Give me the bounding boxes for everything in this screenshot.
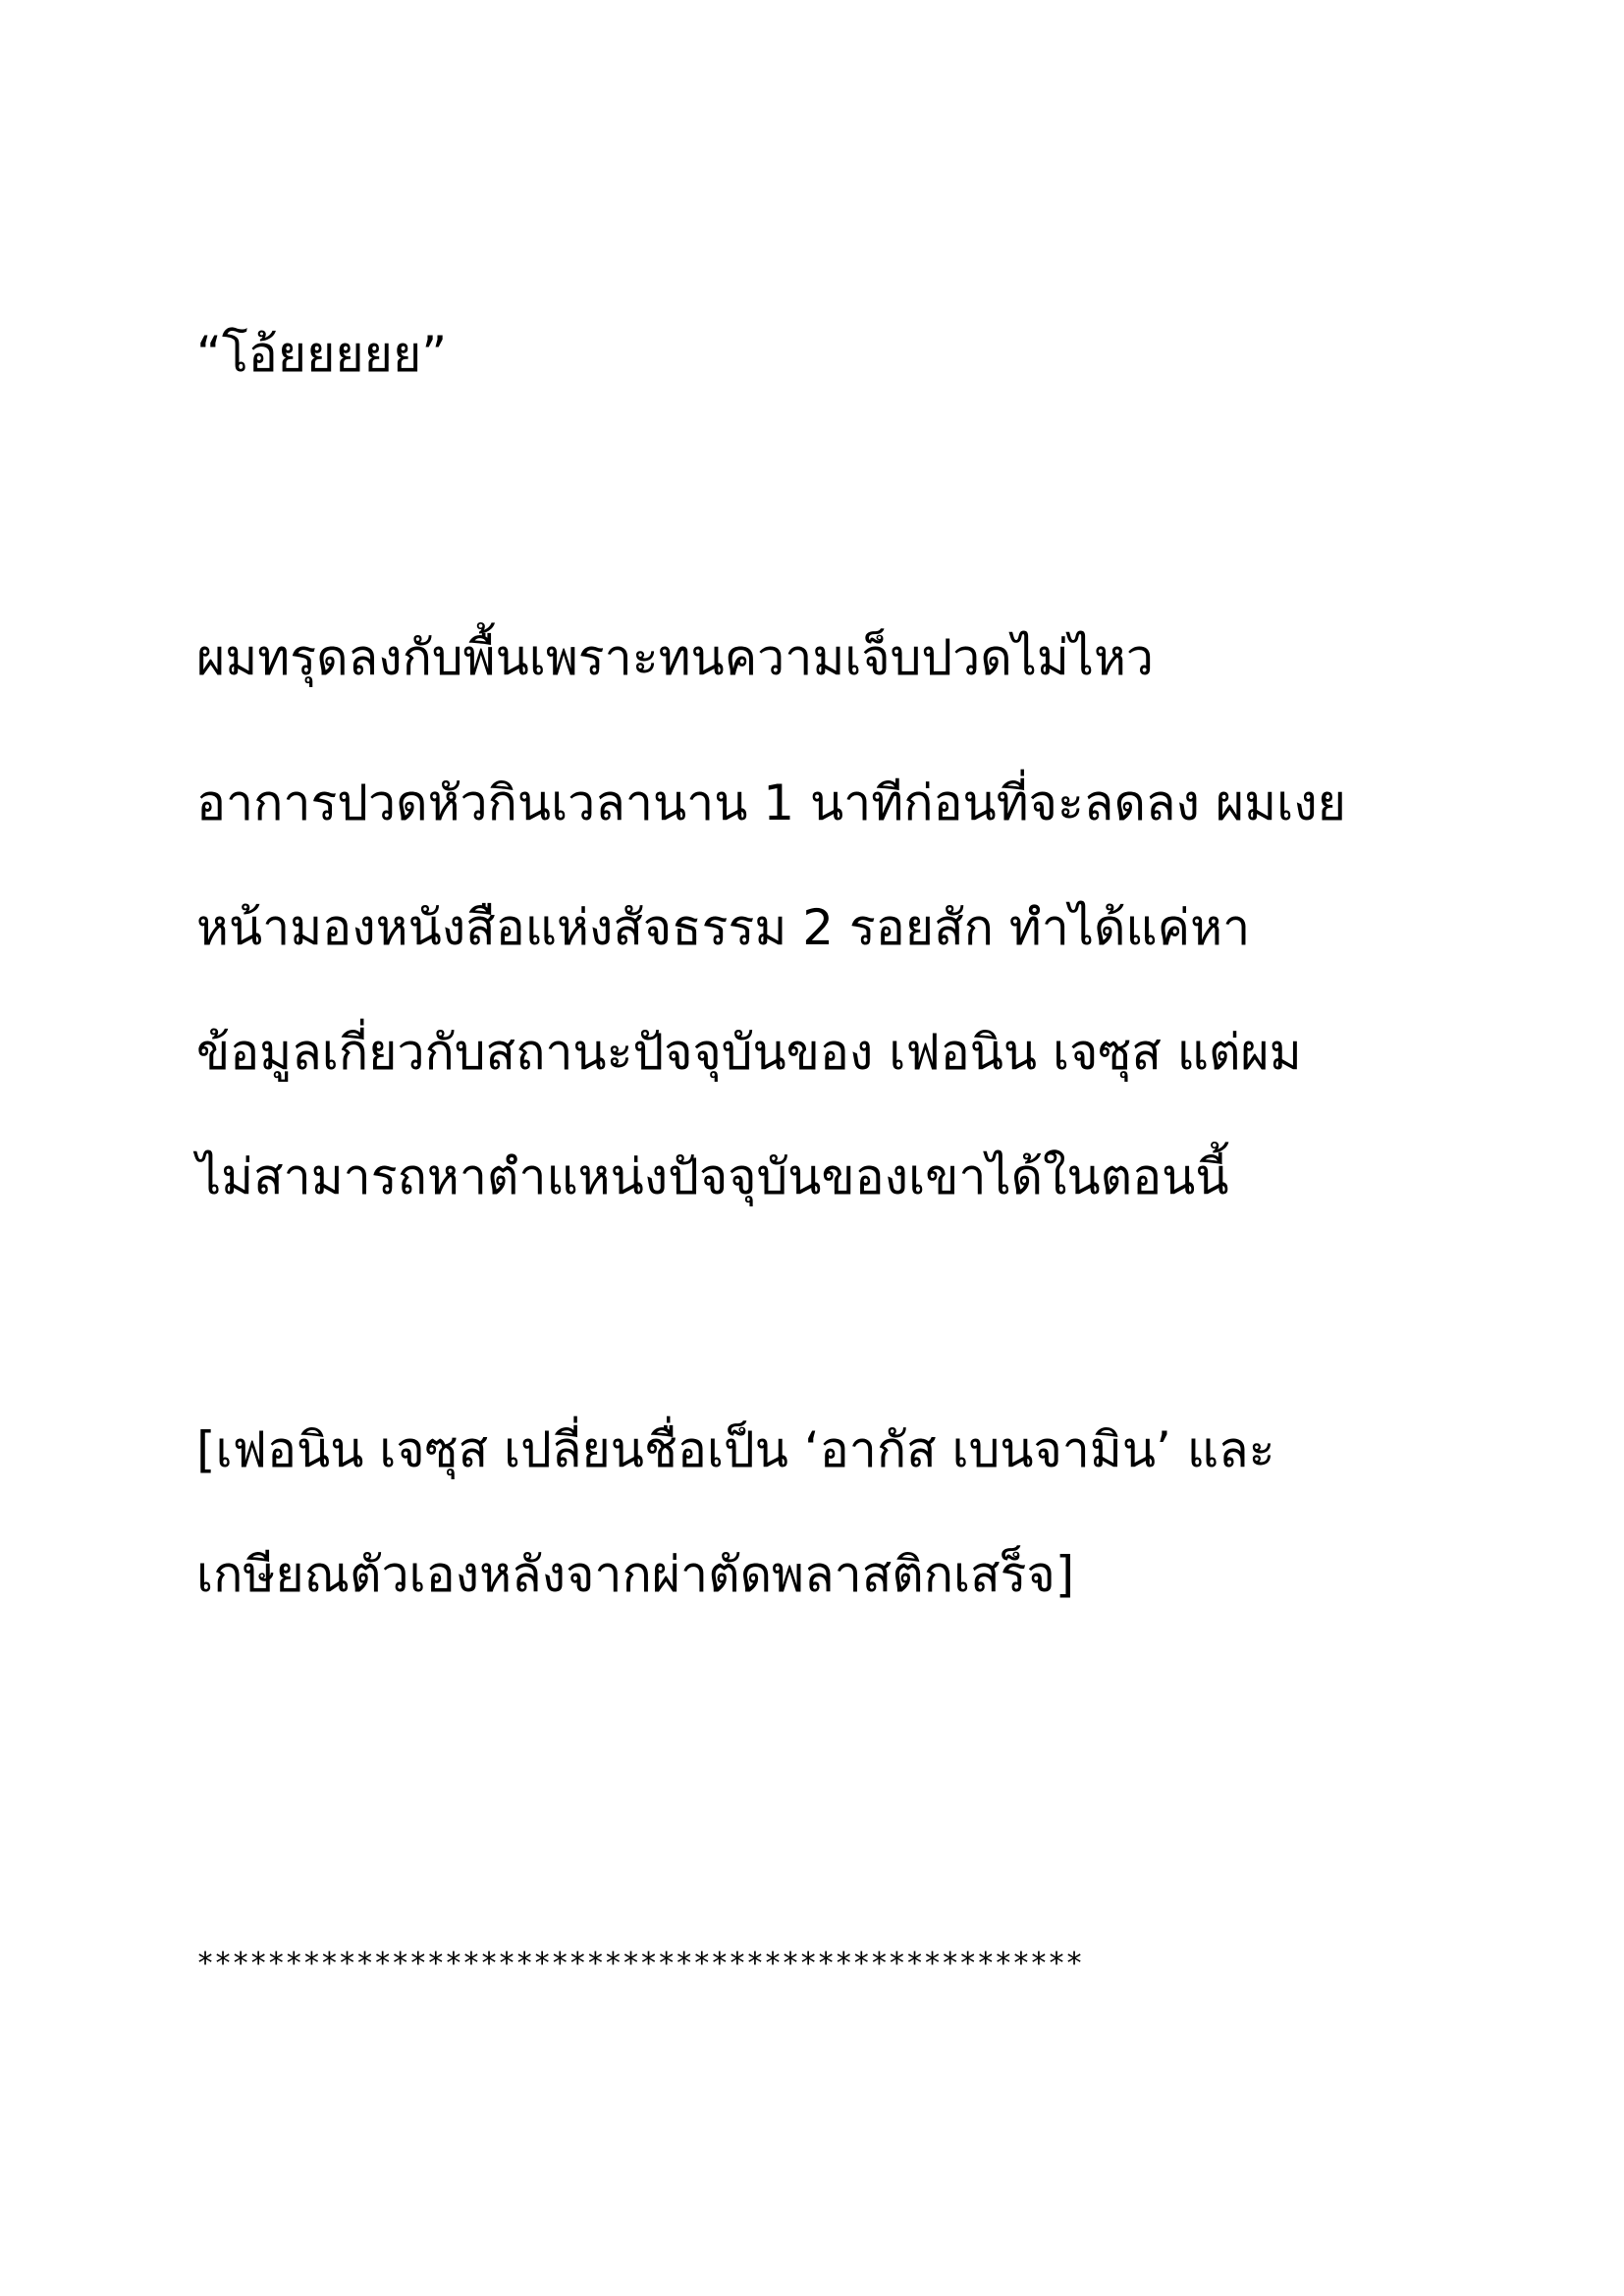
exclamation-line: “โอ้ยยยยย” [196,326,448,383]
narrative-line-3: หน้ามองหนังสือแห่งสัจธรรม 2 รอยสัก ทำได้แค่หา [196,899,1251,956]
narrative-line-1: ผมทรุดลงกับพื้นเพราะทนความเจ็บปวดไม่ไหว [196,629,1154,686]
section-divider: ************************************************** [196,1947,1084,1981]
narrative-line-2: อาการปวดหัวกินเวลานาน 1 นาทีก่อนที่จะลดลง ผมเงย [196,774,1346,831]
narrative-line-4: ข้อมูลเกี่ยวกับสถานะปัจจุบันของ เฟอนิน เจซุส แต่ผม [196,1024,1302,1081]
narrative-line-5: ไม่สามารถหาตำแหน่งปัจจุบันของเขาได้ในตอนนี้ [196,1148,1229,1205]
system-message-line-2: เกษียณตัวเองหลังจากผ่าตัดพลาสติกเสร็จ] [196,1546,1075,1603]
system-message-line-1: [เฟอนิน เจซุส เปลี่ยนชื่อเป็น ‘อากัส เบนจามิน’ และ [196,1421,1275,1478]
